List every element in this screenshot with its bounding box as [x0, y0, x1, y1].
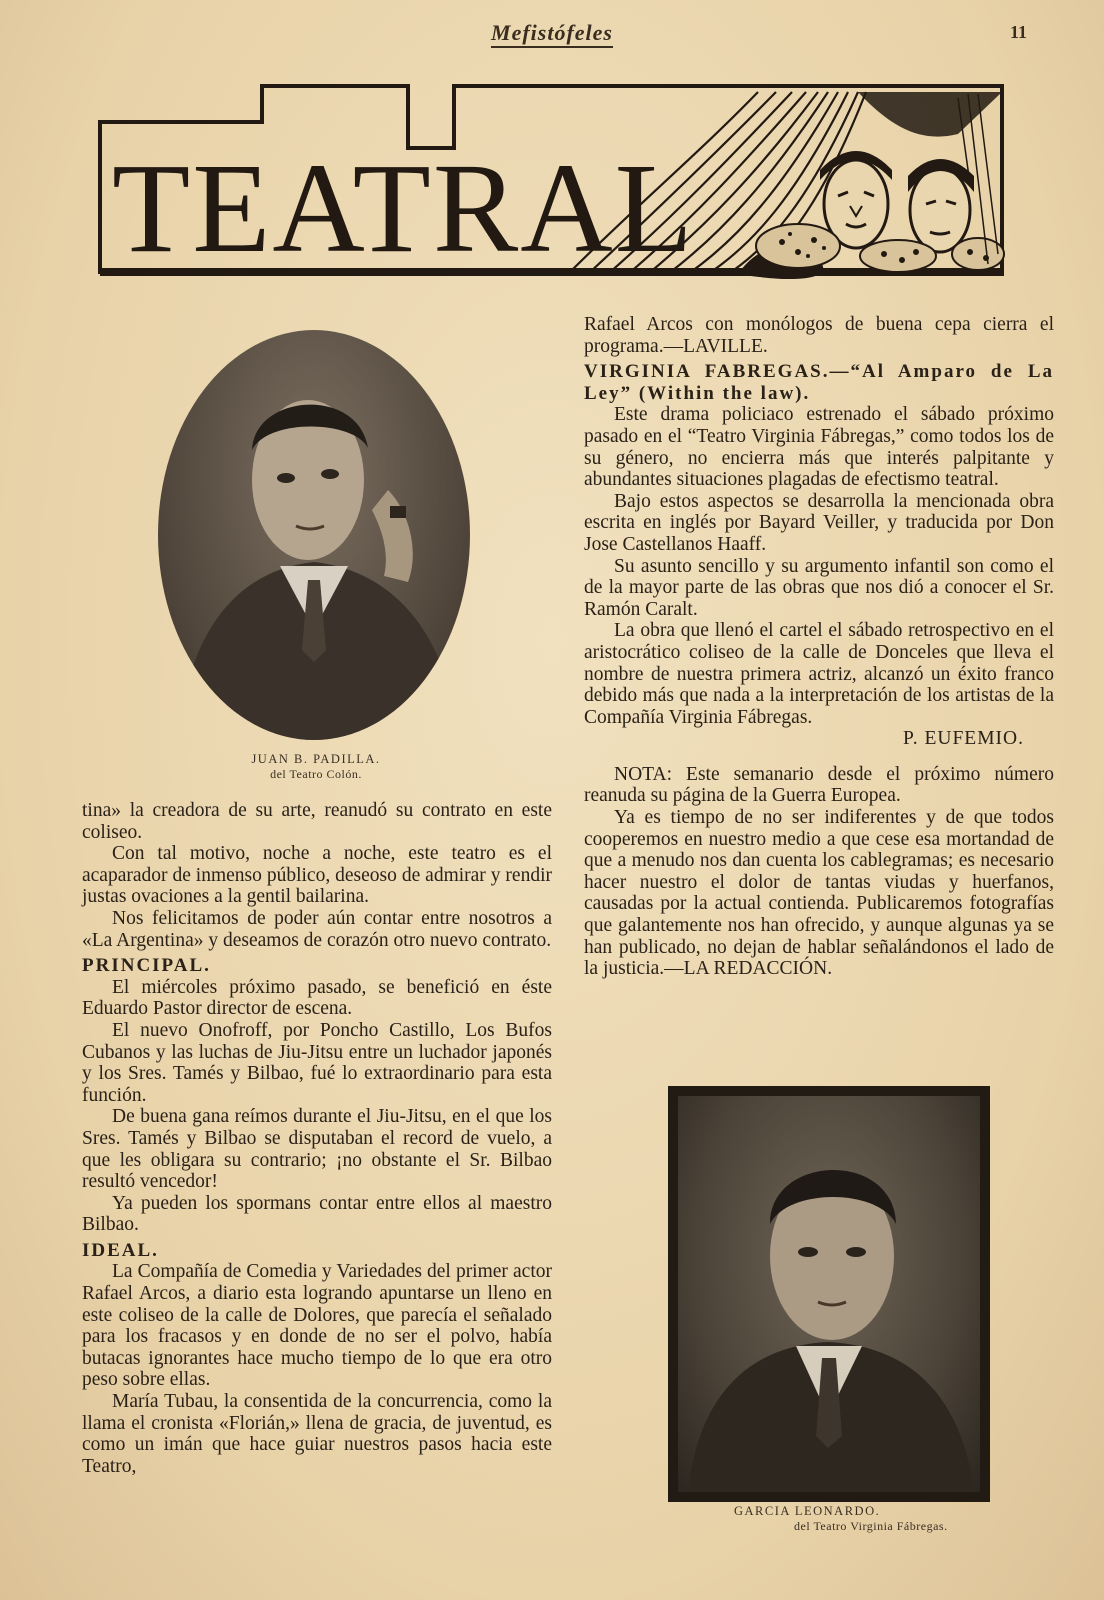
section-heading-ideal: IDEAL. [82, 1239, 159, 1261]
page-number: 11 [1010, 22, 1028, 42]
paragraph: Con tal motivo, noche a noche, este teatro es el acaparador de inmenso público, deseoso de admirar y rendir justas ovaciones a la gentil bailarina. [82, 843, 552, 908]
author-signoff: P. EUFEMIO. [903, 728, 1024, 750]
paragraph: Ya pueden los spormans contar entre ellos al maestro Bilbao. [82, 1192, 552, 1236]
caption-padilla [196, 752, 436, 782]
left-column [82, 800, 552, 1477]
paragraph: María Tubau, la consentida de la concurrencia, como la llama el cronista «Florián,» llena de gracia, de juventud, es como un imán que hace guiar nuestros pasos hacia este Teatro, [82, 1391, 552, 1477]
teatral-banner [98, 84, 1026, 284]
paragraph: Este drama policiaco estrenado el sábado próximo pasado en el “Teatro Virginia Fábregas,” como todos los de su género, no encierra más que interés palpitante y abundantes situaciones plagadas de efectismo teatral. [584, 404, 1054, 491]
paragraph [584, 807, 1054, 980]
portrait-figure [678, 1096, 980, 1492]
caption-garcia-leonardo [700, 1504, 1040, 1534]
paragraph: tina» la creadora de su arte, reanudó su contrato en este coliseo. [82, 800, 552, 843]
paragraph: El nuevo Onofroff, por Poncho Castillo, Los Bufos Cubanos y las luchas de Jiu-Jitsu entre un luchador japonés y los Sres. Tamés y Bilbao, fué lo extraordinario para esta función. [82, 1019, 552, 1106]
redaction-signoff: —LA REDACCIÓN. [664, 958, 833, 980]
paragraph-text: Ya es tiempo de no ser indiferentes y de que todos cooperemos en nuestro medio a que cese esa mortandad de que a menudo nos dan cuenta los cablegramas; es necesario hacer nuestro el dolor de tantas viudas y huerfanos, causadas por la actual contienda. Publicaremos fotografías que galantemente nos han ofrecido, y aunque algunas ya se han publicado, no dejan de hablar señalándonos el lado de la justicia. [584, 807, 1054, 980]
caption-name: GARCIA LEONARDO. [734, 1504, 881, 1518]
section-heading-virginia-fabregas: VIRGINIA FABREGAS.—“Al Amparo de La Ley” (Within the law). [584, 361, 1054, 404]
nota-paragraph [584, 764, 1054, 807]
banner-title: TEATRAL [112, 137, 695, 279]
caption-name: JUAN B. PADILLA. [251, 752, 381, 766]
paragraph: Rafael Arcos con monólogos de buena cepa cierra el programa.—LAVILLE. [584, 314, 1054, 357]
paragraph: Bajo estos aspectos se desarrolla la mencionada obra escrita en inglés por Bayard Veiller, y traducida por Don Jose Castellanos Haaff. [584, 490, 1054, 555]
paragraph: El miércoles próximo pasado, se benefició en éste Eduardo Pastor director de escena. [82, 976, 552, 1020]
paragraph: Nos felicitamos de poder aún contar entre nosotros a «La Argentina» y deseamos de corazón otro nuevo contrato. [82, 907, 552, 951]
paragraph: La Compañía de Comedia y Variedades del primer actor Rafael Arcos, a diario esta logrando apuntarse un lleno en este coliseo de la calle de Dolores, que parecía el señalado para los fracasos y en donde de no ser el polvo, había butacas ignorantes hace mucho tiempo de lo que era otro peso sobre ellas. [82, 1261, 552, 1391]
right-column [584, 314, 1054, 980]
nota-label: NOTA: [614, 763, 673, 785]
section-heading-principal: PRINCIPAL. [82, 955, 211, 977]
magazine-title: Mefistófeles [0, 20, 1104, 46]
paragraph: Su asunto sencillo y su argumento infantil son como el de la mayor parte de las obras que nos dió a conocer el Sr. Ramón Caralt. [584, 555, 1054, 620]
mask-face-2 [908, 159, 974, 252]
portrait-photo-padilla [158, 330, 470, 740]
paragraph: La obra que llenó el cartel el sábado retrospectivo en el aristocrático coliseo de la calle de Donceles que lleva el nombre de nuestra primera actriz, alcanzó un éxito franco debido más que nada a la interpretación de los artistas de la Compañía Virginia Fábregas. [584, 620, 1054, 728]
nota-text: Este semanario desde el próximo número reanuda su página de la Guerra Europea. [584, 763, 1054, 807]
portrait-figure [158, 330, 470, 740]
caption-affiliation: del Teatro Virginia Fábregas. [794, 1519, 948, 1533]
caption-affiliation: del Teatro Colón. [270, 767, 362, 781]
portrait-photo-garcia-leonardo [668, 1086, 990, 1502]
paragraph: De buena gana reímos durante el Jiu-Jitsu, en el que los Sres. Tamés y Bilbao se disputaban el record de vuelo, a que les obligara su contrario; ¡no obstante el Sr. Bilbao resultó vencedor! [82, 1106, 552, 1193]
